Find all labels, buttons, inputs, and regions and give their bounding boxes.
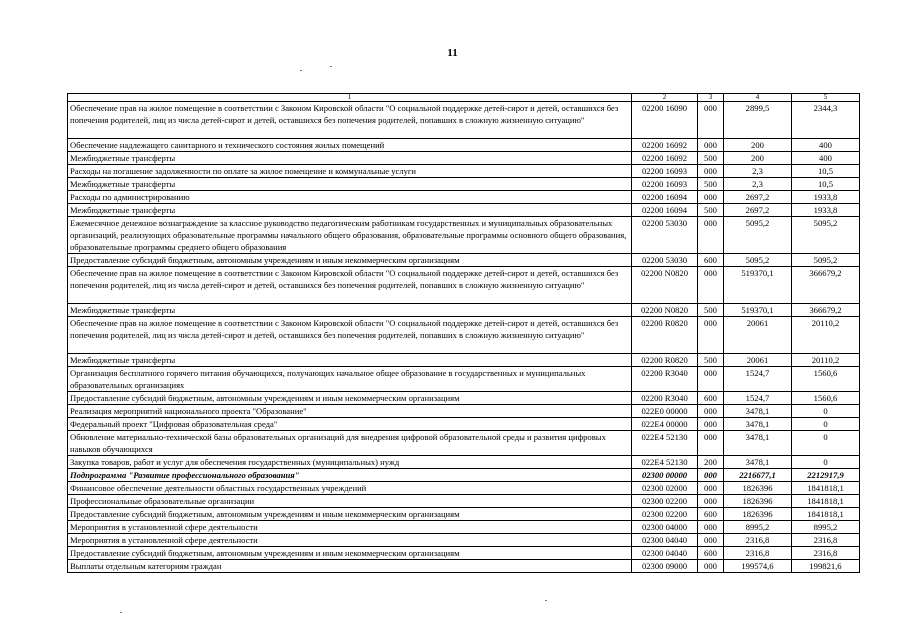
cell-code: 02200 N0820 (632, 304, 698, 317)
cell-name: Реализация мероприятий национального проекта "Образование" (68, 405, 632, 418)
cell-code: 02200 R3040 (632, 367, 698, 392)
table-row (68, 482, 860, 495)
cell-code: 02300 04000 (632, 521, 698, 534)
cell-type: 000 (698, 217, 724, 254)
cell-type: 000 (698, 469, 724, 482)
page-number: 11 (447, 47, 458, 59)
table-row (68, 178, 860, 191)
table-row (68, 354, 860, 367)
cell-code: 02200 N0820 (632, 267, 698, 304)
cell-value-2: 0 (792, 431, 860, 456)
cell-value-1: 200 (724, 152, 792, 165)
table-row (68, 139, 860, 152)
table-row (68, 165, 860, 178)
cell-name: Обновление материально-технической базы образовательных организаций для внедрения цифровой образовательной среды и развития цифровых навыков обучающихся (68, 431, 632, 456)
cell-value-1: 2,3 (724, 178, 792, 191)
table-row (68, 547, 860, 560)
cell-value-2: 0 (792, 405, 860, 418)
cell-code: 02200 16093 (632, 178, 698, 191)
cell-value-1: 199574,6 (724, 560, 792, 573)
cell-type: 000 (698, 431, 724, 456)
cell-value-2: 20110,2 (792, 317, 860, 354)
cell-type: 000 (698, 534, 724, 547)
cell-code: 022E0 00000 (632, 405, 698, 418)
cell-value-1: 2899,5 (724, 102, 792, 139)
cell-code: 022E4 52130 (632, 456, 698, 469)
cell-code: 02300 00000 (632, 469, 698, 482)
cell-name: Мероприятия в установленной сфере деятельности (68, 521, 632, 534)
table-header-row (68, 94, 860, 102)
cell-name: Ежемесячное денежное вознаграждение за классное руководство педагогическим работникам государственных и муниципальных образовательных организаций, реализующих образовательные программы начального общего образования, образовательные программы основного общего образования, образовательные программы среднего общего образования (68, 217, 632, 254)
cell-value-2: 2344,3 (792, 102, 860, 139)
cell-value-2: 0 (792, 418, 860, 431)
cell-name: Финансовое обеспечение деятельности областных государственных учреждений (68, 482, 632, 495)
cell-value-2: 5095,2 (792, 217, 860, 254)
cell-value-1: 5095,2 (724, 254, 792, 267)
cell-name: Обеспечение прав на жилое помещение в соответствии с Законом Кировской области "О социальной поддержке детей-сирот и детей, оставшихся без попечения родителей, лиц из числа детей-сирот и детей, оставшихся без попечения родителей, попавших в сложную жизненную ситуацию" (68, 102, 632, 139)
cell-name: Предоставление субсидий бюджетным, автономным учреждениям и иным некоммерческим организациям (68, 508, 632, 521)
cell-type: 000 (698, 102, 724, 139)
scan-speck (120, 612, 122, 613)
cell-value-1: 1826396 (724, 508, 792, 521)
cell-name: Профессиональные образовательные организации (68, 495, 632, 508)
cell-value-1: 20061 (724, 317, 792, 354)
cell-name: Межбюджетные трансферты (68, 304, 632, 317)
cell-type: 000 (698, 165, 724, 178)
cell-value-2: 1933,8 (792, 204, 860, 217)
cell-value-2: 1560,6 (792, 367, 860, 392)
cell-value-1: 1524,7 (724, 392, 792, 405)
table-row (68, 102, 860, 139)
cell-value-1: 2,3 (724, 165, 792, 178)
cell-code: 02300 02200 (632, 508, 698, 521)
cell-name: Обеспечение надлежащего санитарного и технического состояния жилых помещений (68, 139, 632, 152)
cell-value-2: 2212917,9 (792, 469, 860, 482)
table-row (68, 495, 860, 508)
cell-value-1: 2316,8 (724, 547, 792, 560)
cell-type: 000 (698, 405, 724, 418)
table-row (68, 405, 860, 418)
cell-type: 500 (698, 204, 724, 217)
cell-value-1: 20061 (724, 354, 792, 367)
table-row (68, 254, 860, 267)
cell-name: Расходы на погашение задолженности по оплате за жилое помещение и коммунальные услуги (68, 165, 632, 178)
cell-value-1: 5095,2 (724, 217, 792, 254)
cell-value-1: 3478,1 (724, 418, 792, 431)
scan-speck (545, 600, 547, 601)
cell-value-1: 200 (724, 139, 792, 152)
cell-name: Подпрограмма "Развитие профессионального образования" (68, 469, 632, 482)
budget-table (67, 93, 860, 573)
cell-value-2: 400 (792, 139, 860, 152)
table-row (68, 508, 860, 521)
cell-name: Мероприятия в установленной сфере деятельности (68, 534, 632, 547)
cell-code: 02200 53030 (632, 254, 698, 267)
cell-code: 02300 04040 (632, 534, 698, 547)
cell-type: 000 (698, 495, 724, 508)
cell-type: 500 (698, 354, 724, 367)
cell-code: 02200 16090 (632, 102, 698, 139)
cell-name: Межбюджетные трансферты (68, 354, 632, 367)
table-row (68, 431, 860, 456)
column-header: 3 (698, 94, 724, 102)
cell-value-2: 366679,2 (792, 304, 860, 317)
cell-value-1: 3478,1 (724, 431, 792, 456)
table-row (68, 191, 860, 204)
cell-name: Предоставление субсидий бюджетным, автономным учреждениям и иным некоммерческим организациям (68, 547, 632, 560)
cell-code: 02200 16094 (632, 204, 698, 217)
cell-type: 000 (698, 560, 724, 573)
subprogram-row (68, 469, 860, 482)
cell-code: 02200 53030 (632, 217, 698, 254)
cell-type: 000 (698, 139, 724, 152)
cell-type: 000 (698, 367, 724, 392)
cell-code: 02200 R0820 (632, 317, 698, 354)
cell-code: 02200 16092 (632, 152, 698, 165)
cell-code: 02200 R0820 (632, 354, 698, 367)
cell-type: 000 (698, 317, 724, 354)
cell-value-2: 1933,8 (792, 191, 860, 204)
column-header: 1 (68, 94, 632, 102)
table-row (68, 456, 860, 469)
cell-value-1: 3478,1 (724, 456, 792, 469)
cell-value-2: 8995,2 (792, 521, 860, 534)
cell-name: Межбюджетные трансферты (68, 178, 632, 191)
cell-value-1: 1826396 (724, 482, 792, 495)
cell-value-1: 1826396 (724, 495, 792, 508)
cell-value-1: 519370,1 (724, 267, 792, 304)
cell-type: 500 (698, 178, 724, 191)
table-row (68, 304, 860, 317)
table-row (68, 534, 860, 547)
cell-value-2: 2316,8 (792, 534, 860, 547)
cell-value-2: 1841818,1 (792, 482, 860, 495)
cell-name: Обеспечение прав на жилое помещение в соответствии с Законом Кировской области "О социальной поддержке детей-сирот и детей, оставшихся без попечения родителей, лиц из числа детей-сирот и детей, оставшихся без попечения родителей, попавших в сложную жизненную ситуацию" (68, 267, 632, 304)
cell-value-1: 2216677,1 (724, 469, 792, 482)
column-header: 2 (632, 94, 698, 102)
table-row (68, 204, 860, 217)
table-row (68, 392, 860, 405)
cell-value-2: 20110,2 (792, 354, 860, 367)
column-header: 4 (724, 94, 792, 102)
cell-value-1: 2697,2 (724, 204, 792, 217)
cell-code: 02300 04040 (632, 547, 698, 560)
cell-type: 200 (698, 456, 724, 469)
cell-value-1: 2316,8 (724, 534, 792, 547)
cell-code: 02200 R3040 (632, 392, 698, 405)
cell-name: Предоставление субсидий бюджетным, автономным учреждениям и иным некоммерческим организациям (68, 392, 632, 405)
cell-name: Выплаты отдельным категориям граждан (68, 560, 632, 573)
cell-code: 02200 16092 (632, 139, 698, 152)
cell-name: Предоставление субсидий бюджетным, автономным учреждениям и иным некоммерческим организациям (68, 254, 632, 267)
cell-name: Обеспечение прав на жилое помещение в соответствии с Законом Кировской области "О социальной поддержке детей-сирот и детей, оставшихся без попечения родителей, лиц из числа детей-сирот и детей, оставшихся без попечения родителей, попавших в сложную жизненную ситуацию" (68, 317, 632, 354)
scan-speck (330, 66, 332, 67)
cell-type: 500 (698, 152, 724, 165)
cell-value-2: 0 (792, 456, 860, 469)
cell-value-1: 1524,7 (724, 367, 792, 392)
cell-name: Межбюджетные трансферты (68, 152, 632, 165)
cell-value-1: 3478,1 (724, 405, 792, 418)
table-row (68, 418, 860, 431)
cell-value-2: 1841818,1 (792, 495, 860, 508)
table-row (68, 367, 860, 392)
cell-code: 02200 16094 (632, 191, 698, 204)
cell-code: 022E4 00000 (632, 418, 698, 431)
table-row (68, 317, 860, 354)
cell-type: 600 (698, 392, 724, 405)
cell-type: 000 (698, 482, 724, 495)
cell-value-1: 519370,1 (724, 304, 792, 317)
cell-name: Расходы по администрированию (68, 191, 632, 204)
cell-type: 500 (698, 304, 724, 317)
cell-type: 000 (698, 521, 724, 534)
cell-value-2: 400 (792, 152, 860, 165)
table-row (68, 267, 860, 304)
cell-name: Закупка товаров, работ и услуг для обеспечения государственных (муниципальных) нужд (68, 456, 632, 469)
cell-type: 600 (698, 254, 724, 267)
cell-code: 02300 02200 (632, 495, 698, 508)
scan-speck (300, 70, 302, 71)
cell-value-2: 10,5 (792, 165, 860, 178)
cell-code: 02200 16093 (632, 165, 698, 178)
cell-value-2: 1841818,1 (792, 508, 860, 521)
cell-type: 600 (698, 508, 724, 521)
cell-value-2: 366679,2 (792, 267, 860, 304)
cell-name: Организация бесплатного горячего питания обучающихся, получающих начальное общее образование в государственных и муниципальных образовательных организациях (68, 367, 632, 392)
cell-value-1: 2697,2 (724, 191, 792, 204)
table-row (68, 521, 860, 534)
cell-value-2: 5095,2 (792, 254, 860, 267)
cell-value-2: 10,5 (792, 178, 860, 191)
cell-name: Межбюджетные трансферты (68, 204, 632, 217)
cell-code: 022E4 52130 (632, 431, 698, 456)
cell-value-2: 1560,6 (792, 392, 860, 405)
cell-value-2: 2316,8 (792, 547, 860, 560)
cell-type: 600 (698, 547, 724, 560)
cell-name: Федеральный проект "Цифровая образовательная среда" (68, 418, 632, 431)
cell-value-2: 199821,6 (792, 560, 860, 573)
cell-type: 000 (698, 191, 724, 204)
table-row (68, 560, 860, 573)
table-row (68, 152, 860, 165)
cell-code: 02300 09000 (632, 560, 698, 573)
cell-code: 02300 02000 (632, 482, 698, 495)
cell-value-1: 8995,2 (724, 521, 792, 534)
cell-type: 000 (698, 267, 724, 304)
column-header: 5 (792, 94, 860, 102)
table-row (68, 217, 860, 254)
cell-type: 000 (698, 418, 724, 431)
